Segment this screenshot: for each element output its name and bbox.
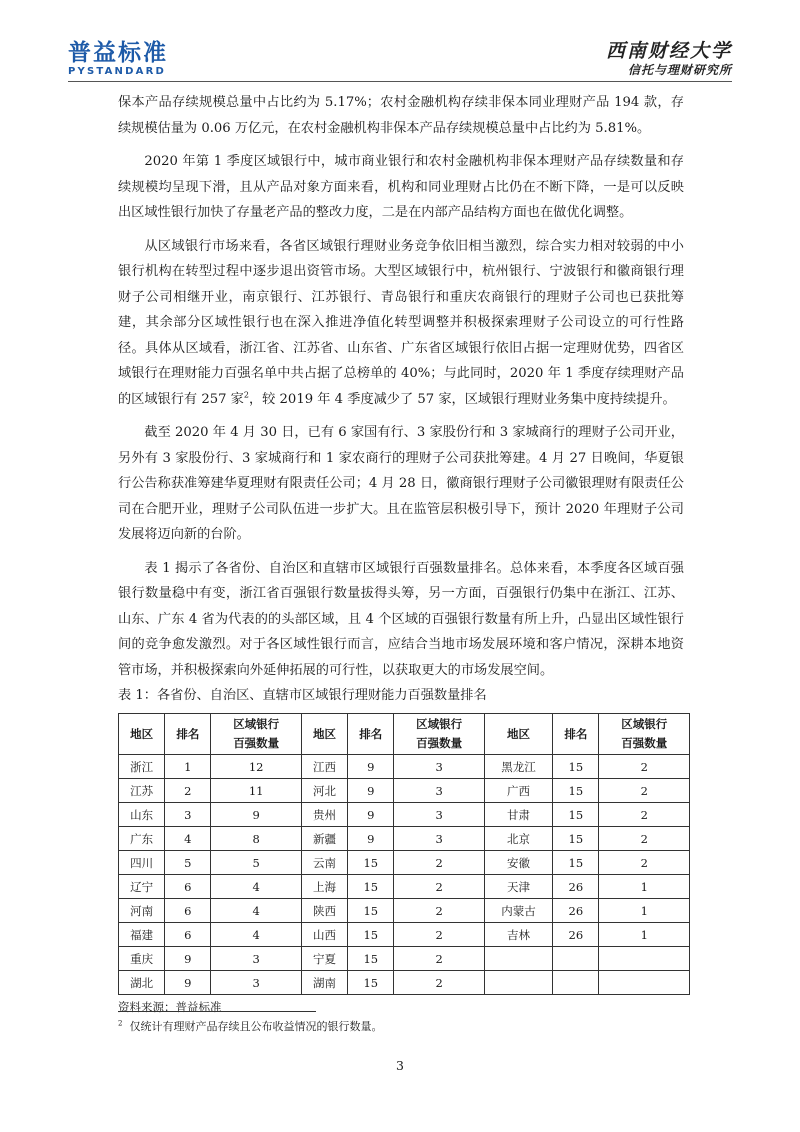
cell-rank: 4 <box>165 827 211 851</box>
pystandard-logo <box>68 40 168 78</box>
cell-count: 2 <box>599 755 690 779</box>
cell-rank: 2 <box>165 779 211 803</box>
cell-rank: 9 <box>165 947 211 971</box>
footnote-divider <box>118 1011 316 1012</box>
header-region: 地区 <box>484 714 552 755</box>
cell-region: 宁夏 <box>301 947 347 971</box>
cell-rank <box>553 971 599 995</box>
header-rank: 排名 <box>553 714 599 755</box>
header-count <box>211 714 302 755</box>
cell-region: 河南 <box>119 899 165 923</box>
paragraph-3-part-a: 从区域银行市场来看，各省区域银行理财业务竞争依旧相当激烈，综合实力相对较弱的中小银行机构在转型过程中逐步退出资管市场。大型区域银行中，杭州银行、宁波银行和徽商银行理财子公司相继开业，南京银行、江苏银行、青岛银行和重庆农商银行的理财子公司也已获批筹建，其余部分区域性银行也在深入推进净值化转型调整并积极探索理财子公司设立的可行性路径。具体从区域看，浙江省、江苏省、山东省、广东省区域银行依旧占据一定理财优势，四省区域银行在理财能力百强名单中共占据了总榜单的 40%；与此同时，2020 年 1 季度存续理财产品的区域银行有 257 家 <box>118 238 684 407</box>
table-body <box>119 755 690 995</box>
cell-region: 广西 <box>484 779 552 803</box>
footnote-ref[interactable]: 2 <box>243 390 249 400</box>
paragraph-2: 2020 年第 1 季度区域银行中，城市商业银行和农村金融机构非保本理财产品存续数量和存续规模均呈现下滑，且从产品对象方面来看，机构和同业理财占比仍在不断下降，一是可以反映出区域性银行加快了存量老产品的整改力度，二是在内部产品结构方面也在做优化调整。 <box>118 154 684 220</box>
table-caption: 表 1：各省份、自治区、直辖市区域银行理财能力百强数量排名 <box>118 688 487 703</box>
cell-rank: 26 <box>553 899 599 923</box>
cell-rank: 15 <box>553 827 599 851</box>
cell-rank: 6 <box>165 899 211 923</box>
cell-count: 2 <box>394 851 485 875</box>
table-row <box>119 923 690 947</box>
cell-region: 山西 <box>301 923 347 947</box>
footnote-mark: 2 <box>118 1019 123 1028</box>
cell-rank: 15 <box>348 947 394 971</box>
cell-rank: 15 <box>553 803 599 827</box>
logo-left-cn: 普益标准 <box>68 40 168 66</box>
table-row <box>119 755 690 779</box>
cell-region: 甘肃 <box>484 803 552 827</box>
cell-region: 新疆 <box>301 827 347 851</box>
cell-region: 湖南 <box>301 971 347 995</box>
cell-count: 4 <box>211 875 302 899</box>
cell-region: 吉林 <box>484 923 552 947</box>
header-count-line1: 区域银行 <box>233 717 280 731</box>
cell-count: 2 <box>599 779 690 803</box>
cell-region: 江西 <box>301 755 347 779</box>
cell-count: 2 <box>394 947 485 971</box>
footnote-text: 仅统计有理财产品存续且公布收益情况的银行数量。 <box>129 1020 383 1033</box>
cell-count: 3 <box>211 947 302 971</box>
header-rank: 排名 <box>348 714 394 755</box>
paragraph-1: 保本产品存续规模总量中占比约为 5.17%；农村金融机构存续非保本同业理财产品 194 款，存续规模估量为 0.06 万亿元，在农村金融机构非保本产品存续规模总量中占比约为 5.81%。 <box>118 95 684 136</box>
cell-count: 2 <box>599 827 690 851</box>
header-count-line1: 区域银行 <box>621 717 668 731</box>
cell-count: 2 <box>394 899 485 923</box>
paragraph-3 <box>118 234 684 413</box>
paragraph-4: 截至 2020 年 4 月 30 日，已有 6 家国有行、3 家股份行和 3 家城商行的理财子公司开业，另外有 3 家股份行、3 家城商行和 1 家农商行的理财子公司获批筹建。4 月 27 日晚间，华夏银行公告称获准筹建华夏理财有限责任公司；4 月 28 日，徽商银行理财子公司徽银理财有限责任公司在合肥开业，理财子公司队伍进一步扩大。且在监管层积极引导下，预计 2020 年理财子公司发展将迈向新的台阶。 <box>118 425 684 542</box>
cell-count: 2 <box>599 803 690 827</box>
cell-region: 广东 <box>119 827 165 851</box>
cell-rank: 3 <box>165 803 211 827</box>
cell-count: 2 <box>394 923 485 947</box>
cell-count: 12 <box>211 755 302 779</box>
ranking-table <box>118 713 690 995</box>
cell-region: 湖北 <box>119 971 165 995</box>
cell-rank: 9 <box>348 779 394 803</box>
cell-region: 贵州 <box>301 803 347 827</box>
cell-rank: 26 <box>553 923 599 947</box>
cell-region: 四川 <box>119 851 165 875</box>
cell-region: 内蒙古 <box>484 899 552 923</box>
table-row <box>119 803 690 827</box>
cell-count: 1 <box>599 899 690 923</box>
cell-rank: 15 <box>348 899 394 923</box>
cell-count: 3 <box>211 971 302 995</box>
footnote <box>118 1019 382 1035</box>
header-count-line2: 百强数量 <box>416 736 463 750</box>
cell-region: 河北 <box>301 779 347 803</box>
cell-count: 3 <box>394 755 485 779</box>
cell-count <box>599 947 690 971</box>
header-rank: 排名 <box>165 714 211 755</box>
header-region: 地区 <box>301 714 347 755</box>
table-row <box>119 851 690 875</box>
cell-count: 4 <box>211 923 302 947</box>
table-row <box>119 875 690 899</box>
cell-count: 4 <box>211 899 302 923</box>
cell-rank <box>553 947 599 971</box>
cell-region: 辽宁 <box>119 875 165 899</box>
cell-rank: 6 <box>165 875 211 899</box>
cell-count: 11 <box>211 779 302 803</box>
table-header-row <box>119 714 690 755</box>
cell-rank: 15 <box>348 875 394 899</box>
header-count <box>394 714 485 755</box>
cell-region: 黑龙江 <box>484 755 552 779</box>
cell-count: 3 <box>394 803 485 827</box>
cell-rank: 9 <box>348 803 394 827</box>
cell-rank: 15 <box>348 971 394 995</box>
cell-rank: 15 <box>348 851 394 875</box>
cell-count: 3 <box>394 827 485 851</box>
cell-region: 安徽 <box>484 851 552 875</box>
table-row <box>119 827 690 851</box>
table-row <box>119 779 690 803</box>
cell-count: 9 <box>211 803 302 827</box>
header-count <box>599 714 690 755</box>
cell-count: 2 <box>394 875 485 899</box>
cell-region: 天津 <box>484 875 552 899</box>
cell-region: 北京 <box>484 827 552 851</box>
cell-region: 浙江 <box>119 755 165 779</box>
cell-region: 上海 <box>301 875 347 899</box>
cell-rank: 1 <box>165 755 211 779</box>
cell-region: 山东 <box>119 803 165 827</box>
cell-count: 8 <box>211 827 302 851</box>
cell-rank: 5 <box>165 851 211 875</box>
cell-rank: 6 <box>165 923 211 947</box>
cell-rank: 26 <box>553 875 599 899</box>
cell-region <box>484 971 552 995</box>
paragraph-5: 表 1 揭示了各省份、自治区和直辖市区域银行百强数量排名。总体来看，本季度各区域百强银行数量稳中有变，浙江省百强银行数量拔得头筹，另一方面，百强银行仍集中在浙江、江苏、山东、广东 4 省为代表的的头部区域，且 4 个区域的百强银行数量有所上升，凸显出区域性银行间的竞争愈发激烈。对于各区域性银行而言，应结合当地市场发展环境和客户情况，深耕本地资管市场，并积极探索向外延伸拓展的可行性，以获取更大的市场发展空间。 <box>118 560 684 678</box>
body-content <box>118 90 684 1018</box>
cell-count: 3 <box>394 779 485 803</box>
cell-count <box>599 971 690 995</box>
cell-region: 云南 <box>301 851 347 875</box>
header-region: 地区 <box>119 714 165 755</box>
table-row <box>119 971 690 995</box>
cell-region: 福建 <box>119 923 165 947</box>
header-divider <box>68 81 732 82</box>
cell-rank: 15 <box>553 779 599 803</box>
cell-rank: 9 <box>165 971 211 995</box>
cell-rank: 15 <box>553 755 599 779</box>
cell-region <box>484 947 552 971</box>
cell-count: 1 <box>599 875 690 899</box>
cell-region: 陕西 <box>301 899 347 923</box>
logo-right-line1: 西南财经大学 <box>605 40 732 62</box>
cell-rank: 9 <box>348 827 394 851</box>
table-source: 资料来源：普益标准 <box>118 1000 222 1014</box>
paragraph-3-part-b: ，较 2019 年 4 季度减少了 57 家，区域银行理财业务集中度持续提升。 <box>248 391 676 407</box>
page-number: 3 <box>396 1058 404 1073</box>
page-header <box>0 0 800 90</box>
table-row <box>119 947 690 971</box>
cell-rank: 9 <box>348 755 394 779</box>
cell-rank: 15 <box>348 923 394 947</box>
cell-count: 1 <box>599 923 690 947</box>
table-row <box>119 899 690 923</box>
logo-left-en: PYSTANDARD <box>68 66 166 77</box>
cell-rank: 15 <box>553 851 599 875</box>
swufe-logo <box>606 40 732 78</box>
header-count-line2: 百强数量 <box>233 736 280 750</box>
cell-count: 2 <box>599 851 690 875</box>
cell-region: 重庆 <box>119 947 165 971</box>
cell-count: 5 <box>211 851 302 875</box>
cell-region: 江苏 <box>119 779 165 803</box>
logo-right-line2: 信托与理财研究所 <box>627 63 732 77</box>
header-count-line1: 区域银行 <box>416 717 463 731</box>
cell-count: 2 <box>394 971 485 995</box>
header-count-line2: 百强数量 <box>621 736 668 750</box>
